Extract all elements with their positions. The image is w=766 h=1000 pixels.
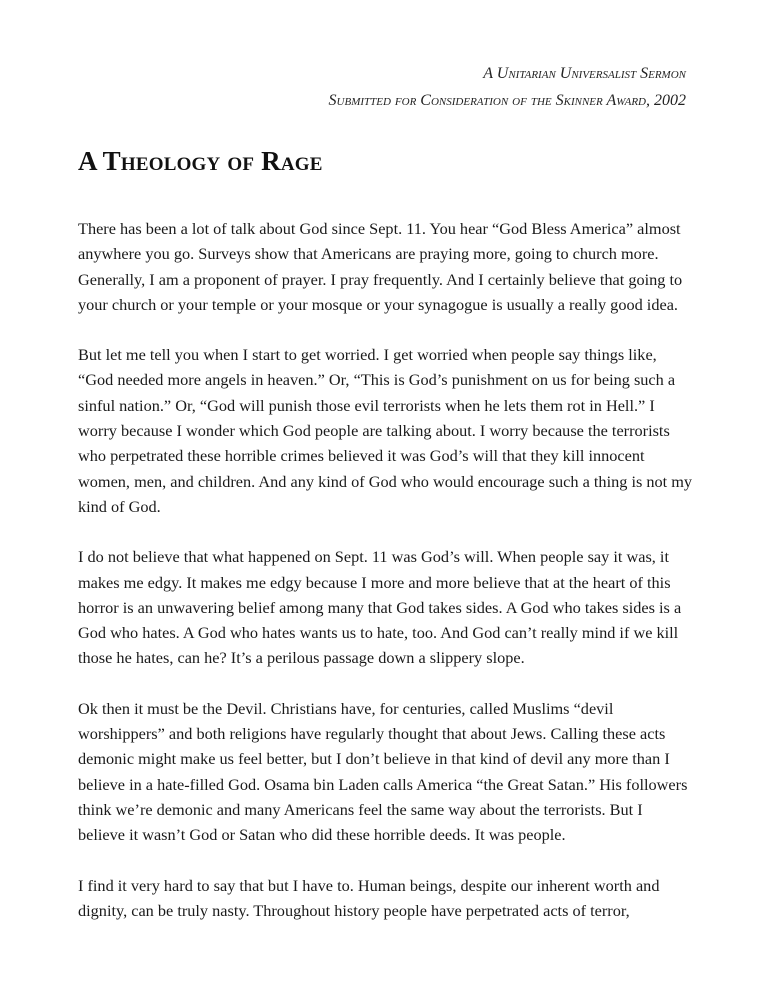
paragraph-4: Ok then it must be the Devil. Christians have, for centuries, called Muslims “devil worshippers” and both religions have regularly thought that about Jews. Calling these acts demonic might make us feel better, but I don’t believe in that kind of devil any more than I believe in a hate-filled God. Osama bin Laden calls America “the Great Satan.” His followers think we’re demonic and many Americans feel the same way about the terrorists. But I believe it wasn’t God or Satan who did these horrible deeds. It was people. <box>78 698 688 845</box>
sermon-title: A Theology of Rage <box>78 146 323 176</box>
paragraph-2: But let me tell you when I start to get worried. I get worried when people say things like, “God needed more angels in heaven.” Or, “This is God’s punishment on us for being such a sinful nation.” Or, “God will punish those evil terrorists when he lets them rot in Hell.” I worry because I wonder which God people are talking about. I worry because the terrorists who perpetrated these horrible crimes believed it was God’s will that they kill innocent women, men, and children. And any kind of God who would encourage such a thing is not my kind of God. <box>78 345 693 516</box>
paragraph-5: I find it very hard to say that but I have to. Human beings, despite our inherent worth and dignity, can be truly nasty. Throughout history people have perpetrated acts of terror, <box>78 875 660 920</box>
paragraph-1: There has been a lot of talk about God since Sept. 11. You hear “God Bless America” almost anywhere you go. Surveys show that Americans are praying more, going to church more. Generally, I am a proponent of prayer. I pray frequently. And I certainly believe that going to your church or your temple or your mosque or your synagogue is usually a really good idea. <box>78 219 683 314</box>
header-line-1: A Unitarian Universalist Sermon <box>483 65 686 82</box>
header-line-2: Submitted for Consideration of the Skinner Award, 2002 <box>328 92 686 109</box>
sermon-body <box>78 216 693 948</box>
paragraph-3: I do not believe that what happened on Sept. 11 was God’s will. When people say it was, it makes me edgy. It makes me edgy because I more and more believe that at the heart of this horror is an unwavering belief among many that God takes sides. A God who takes sides is a God who hates. A God who hates wants us to hate, too. And God can’t really mind if we kill those he hates, can he? It’s a perilous passage down a slippery slope. <box>78 547 682 668</box>
sermon-header <box>329 60 686 114</box>
